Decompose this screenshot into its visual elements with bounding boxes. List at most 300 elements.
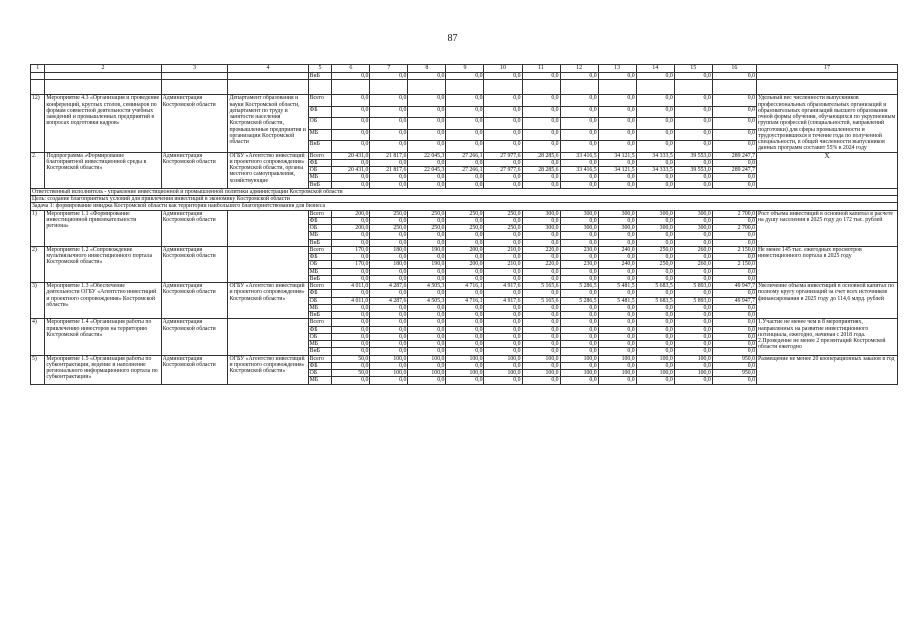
- source-cell: ВнБ: [308, 275, 332, 282]
- value-cell: 0,0: [712, 181, 756, 188]
- value-cell: 0,0: [636, 95, 674, 106]
- value-cell: 0,0: [712, 159, 756, 166]
- value-cell: 0,0: [446, 95, 484, 106]
- value-cell: 0,0: [674, 333, 712, 340]
- value-cell: 0,0: [408, 290, 446, 297]
- executor: Администрация Костромской области: [161, 355, 228, 384]
- executor: Администрация Костромской области: [161, 95, 228, 152]
- value-cell: 0,0: [522, 341, 560, 348]
- value-cell: 0,0: [408, 106, 446, 117]
- value-cell: 0,0: [484, 254, 522, 261]
- value-cell: 0,0: [370, 129, 408, 140]
- co-executor: ОГБУ «Агентство инвестиций и проектного сопровождения» Костромской области»: [228, 283, 308, 319]
- value-cell: 0,0: [560, 362, 598, 369]
- empty-cell: [308, 80, 332, 95]
- value-cell: 0,0: [446, 73, 484, 80]
- value-cell: 5 683,5: [636, 283, 674, 290]
- empty-cell: [712, 80, 756, 95]
- co-executor: [228, 319, 308, 355]
- value-cell: 100,0: [674, 370, 712, 377]
- value-cell: 0,0: [674, 341, 712, 348]
- value-cell: 190,0: [408, 246, 446, 253]
- value-cell: 28 285,6: [522, 152, 560, 159]
- value-cell: 0,0: [522, 348, 560, 355]
- value-cell: 0,0: [560, 217, 598, 224]
- source-cell: ОБ: [308, 118, 332, 129]
- value-cell: 0,0: [484, 141, 522, 153]
- value-cell: 190,0: [408, 261, 446, 268]
- value-cell: 0,0: [408, 326, 446, 333]
- source-cell: МБ: [308, 174, 332, 181]
- value-cell: 0,0: [560, 326, 598, 333]
- value-cell: 0,0: [598, 333, 636, 340]
- value-cell: 0,0: [446, 348, 484, 355]
- value-cell: 0,0: [370, 239, 408, 246]
- value-cell: 2 700,0: [712, 210, 756, 217]
- value-cell: 0,0: [484, 341, 522, 348]
- value-cell: 300,0: [522, 225, 560, 232]
- source-cell: МБ: [308, 377, 332, 384]
- value-cell: 0,0: [408, 95, 446, 106]
- value-cell: 300,0: [598, 210, 636, 217]
- column-number: 4: [228, 65, 308, 73]
- value-cell: 0,0: [674, 362, 712, 369]
- value-cell: 200,0: [446, 261, 484, 268]
- value-cell: 4 505,3: [408, 283, 446, 290]
- value-cell: 0,0: [522, 217, 560, 224]
- column-number: 9: [446, 65, 484, 73]
- value-cell: 0,0: [332, 333, 370, 340]
- value-cell: 0,0: [560, 174, 598, 181]
- value-cell: 100,0: [522, 355, 560, 362]
- value-cell: 0,0: [332, 290, 370, 297]
- value-cell: 0,0: [636, 312, 674, 319]
- value-cell: 0,0: [636, 268, 674, 275]
- value-cell: 0,0: [674, 174, 712, 181]
- value-cell: 4 011,0: [332, 297, 370, 304]
- value-cell: 0,0: [370, 290, 408, 297]
- source-cell: ФБ: [308, 106, 332, 117]
- source-cell: МБ: [308, 232, 332, 239]
- source-cell: ОБ: [308, 370, 332, 377]
- empty-cell: [674, 80, 712, 95]
- value-cell: 0,0: [332, 254, 370, 261]
- value-cell: 4 917,6: [484, 297, 522, 304]
- value-cell: 250,0: [446, 225, 484, 232]
- column-number: 15: [674, 65, 712, 73]
- value-cell: 300,0: [598, 225, 636, 232]
- value-cell: 220,0: [522, 261, 560, 268]
- value-cell: 0,0: [560, 333, 598, 340]
- value-cell: 100,0: [674, 355, 712, 362]
- value-cell: 100,0: [636, 370, 674, 377]
- value-cell: 100,0: [408, 370, 446, 377]
- value-cell: 0,0: [674, 118, 712, 129]
- value-cell: 0,0: [484, 304, 522, 311]
- value-cell: 0,0: [598, 377, 636, 384]
- item-number: 1): [31, 210, 45, 246]
- value-cell: 0,0: [674, 141, 712, 153]
- value-cell: 289 247,7: [712, 152, 756, 159]
- value-cell: 0,0: [712, 73, 756, 80]
- empty-cell: [228, 80, 308, 95]
- value-cell: 100,0: [446, 355, 484, 362]
- empty-cell: [31, 80, 45, 95]
- value-cell: 0,0: [522, 159, 560, 166]
- column-number: 7: [370, 65, 408, 73]
- value-cell: 0,0: [484, 129, 522, 140]
- item-number: 2.: [31, 152, 45, 188]
- value-cell: 0,0: [712, 239, 756, 246]
- expected-result: Удельный вес численности выпускников профессиональных образовательных организаций и образовательных организаций высшего образования очной формы обучения, обучающихся по укрупненным группам профессий (специальностей, направлений подготовки) для сферы промышленности и трудоустроившихся в течение года по полученной специальности, в общей численности выпускников данных программ составит 55% в 2024 году: [756, 95, 897, 152]
- value-cell: 0,0: [522, 326, 560, 333]
- value-cell: 250,0: [370, 225, 408, 232]
- value-cell: 0,0: [484, 333, 522, 340]
- value-cell: 0,0: [522, 129, 560, 140]
- value-cell: 0,0: [370, 333, 408, 340]
- value-cell: 0,0: [712, 106, 756, 117]
- value-cell: 0,0: [636, 174, 674, 181]
- value-cell: 34 333,5: [636, 167, 674, 174]
- value-cell: 0,0: [712, 118, 756, 129]
- value-cell: 950,0: [712, 370, 756, 377]
- value-cell: 260,0: [674, 261, 712, 268]
- value-cell: 0,0: [636, 333, 674, 340]
- source-cell: ВнБ: [308, 181, 332, 188]
- source-cell: ФБ: [308, 217, 332, 224]
- value-cell: 0,0: [598, 290, 636, 297]
- value-cell: 0,0: [522, 254, 560, 261]
- empty-cell: [408, 80, 446, 95]
- value-cell: 0,0: [484, 118, 522, 129]
- value-cell: 250,0: [636, 261, 674, 268]
- source-cell: ВнБ: [308, 239, 332, 246]
- value-cell: 0,0: [408, 362, 446, 369]
- value-cell: 300,0: [636, 210, 674, 217]
- value-cell: 4 505,3: [408, 297, 446, 304]
- column-number: 11: [522, 65, 560, 73]
- value-cell: 0,0: [408, 181, 446, 188]
- value-cell: 0,0: [484, 319, 522, 326]
- value-cell: 0,0: [408, 275, 446, 282]
- value-cell: 0,0: [408, 268, 446, 275]
- value-cell: 300,0: [674, 225, 712, 232]
- value-cell: 0,0: [446, 333, 484, 340]
- value-cell: 0,0: [446, 141, 484, 153]
- value-cell: 0,0: [598, 141, 636, 153]
- value-cell: 4 716,1: [446, 283, 484, 290]
- column-number: 10: [484, 65, 522, 73]
- value-cell: 0,0: [674, 232, 712, 239]
- value-cell: 170,0: [332, 246, 370, 253]
- value-cell: 0,0: [560, 319, 598, 326]
- value-cell: 0,0: [484, 159, 522, 166]
- value-cell: 100,0: [636, 355, 674, 362]
- value-cell: 0,0: [408, 141, 446, 153]
- value-cell: 0,0: [370, 304, 408, 311]
- value-cell: 0,0: [636, 118, 674, 129]
- value-cell: 100,0: [598, 370, 636, 377]
- value-cell: 0,0: [560, 377, 598, 384]
- value-cell: 0,0: [712, 129, 756, 140]
- value-cell: 100,0: [446, 370, 484, 377]
- source-cell: ВнБ: [308, 141, 332, 153]
- value-cell: 0,0: [370, 341, 408, 348]
- expected-result: Рост объема инвестиций в основной капитал в расчете на душу населения в 2025 году до 172 тыс. рублей: [756, 210, 897, 246]
- value-cell: 0,0: [674, 348, 712, 355]
- value-cell: 5 481,5: [598, 283, 636, 290]
- value-cell: 0,0: [674, 254, 712, 261]
- column-number: 8: [408, 65, 446, 73]
- value-cell: 0,0: [408, 341, 446, 348]
- value-cell: 0,0: [370, 141, 408, 153]
- value-cell: 0,0: [636, 181, 674, 188]
- source-cell: ФБ: [308, 254, 332, 261]
- value-cell: 0,0: [560, 268, 598, 275]
- value-cell: 0,0: [446, 174, 484, 181]
- value-cell: 0,0: [712, 304, 756, 311]
- value-cell: 0,0: [712, 312, 756, 319]
- value-cell: 0,0: [522, 312, 560, 319]
- value-cell: 0,0: [712, 290, 756, 297]
- value-cell: 0,0: [370, 159, 408, 166]
- expected-result: Размещение не менее 20 кооперационных заказов в год: [756, 355, 897, 384]
- value-cell: 0,0: [332, 319, 370, 326]
- value-cell: 0,0: [560, 181, 598, 188]
- value-cell: 0,0: [484, 275, 522, 282]
- value-cell: 0,0: [712, 174, 756, 181]
- value-cell: 0,0: [446, 377, 484, 384]
- value-cell: 250,0: [484, 210, 522, 217]
- value-cell: 250,0: [370, 210, 408, 217]
- source-cell: ФБ: [308, 326, 332, 333]
- value-cell: 0,0: [636, 141, 674, 153]
- value-cell: 210,0: [484, 246, 522, 253]
- item-name: Мероприятие 1.1 «Формирование инвестиционной привлекательности региона»: [45, 210, 161, 246]
- value-cell: 0,0: [332, 106, 370, 117]
- item-name: Мероприятие 1.5 «Организация работы по субконтрактации, ведение и наполнение регионального информационного портала по субконтрактации»: [45, 355, 161, 384]
- expected-result: Не менее 145 тыс. ежегодных просмотров инвестиционного портала в 2025 году: [756, 246, 897, 282]
- value-cell: 4 011,0: [332, 283, 370, 290]
- source-cell: ФБ: [308, 362, 332, 369]
- empty-cell: [228, 73, 308, 80]
- empty-cell: [598, 80, 636, 95]
- value-cell: 210,0: [484, 261, 522, 268]
- value-cell: 300,0: [560, 210, 598, 217]
- expected-result: Х: [756, 152, 897, 188]
- value-cell: 250,0: [636, 246, 674, 253]
- empty-cell: [484, 80, 522, 95]
- value-cell: 100,0: [484, 355, 522, 362]
- value-cell: 22 045,3: [408, 152, 446, 159]
- value-cell: 100,0: [598, 355, 636, 362]
- value-cell: 0,0: [446, 362, 484, 369]
- value-cell: 0,0: [446, 275, 484, 282]
- value-cell: 0,0: [446, 312, 484, 319]
- value-cell: 0,0: [636, 106, 674, 117]
- value-cell: 0,0: [370, 254, 408, 261]
- value-cell: 0,0: [522, 239, 560, 246]
- value-cell: 34 333,5: [636, 152, 674, 159]
- column-number: 14: [636, 65, 674, 73]
- value-cell: 0,0: [712, 326, 756, 333]
- value-cell: 289 247,7: [712, 167, 756, 174]
- value-cell: 0,0: [712, 232, 756, 239]
- value-cell: 27 266,1: [446, 167, 484, 174]
- value-cell: 21 817,6: [370, 167, 408, 174]
- value-cell: 180,0: [370, 246, 408, 253]
- source-cell: ОБ: [308, 333, 332, 340]
- value-cell: 0,0: [712, 319, 756, 326]
- value-cell: 0,0: [332, 268, 370, 275]
- value-cell: 0,0: [408, 217, 446, 224]
- value-cell: 27 266,1: [446, 152, 484, 159]
- value-cell: 0,0: [598, 217, 636, 224]
- value-cell: 0,0: [484, 362, 522, 369]
- value-cell: 250,0: [484, 225, 522, 232]
- table-row: [31, 196, 898, 203]
- value-cell: 0,0: [370, 312, 408, 319]
- value-cell: 5 481,5: [598, 297, 636, 304]
- value-cell: 0,0: [332, 232, 370, 239]
- value-cell: 0,0: [636, 348, 674, 355]
- source-cell: Всего: [308, 152, 332, 159]
- value-cell: 200,0: [446, 246, 484, 253]
- value-cell: 0,0: [408, 377, 446, 384]
- value-cell: 0,0: [712, 341, 756, 348]
- value-cell: 0,0: [408, 239, 446, 246]
- value-cell: 2 700,0: [712, 225, 756, 232]
- value-cell: 0,0: [446, 341, 484, 348]
- table-row: [31, 152, 898, 159]
- value-cell: 0,0: [522, 304, 560, 311]
- value-cell: 0,0: [522, 333, 560, 340]
- value-cell: 230,0: [560, 261, 598, 268]
- item-number: 2): [31, 246, 45, 282]
- empty-cell: [45, 73, 161, 80]
- source-cell: ФБ: [308, 290, 332, 297]
- value-cell: 0,0: [712, 217, 756, 224]
- value-cell: 0,0: [484, 312, 522, 319]
- value-cell: 33 416,5: [560, 152, 598, 159]
- column-number: 13: [598, 65, 636, 73]
- column-number: 16: [712, 65, 756, 73]
- value-cell: 39 553,0: [674, 167, 712, 174]
- value-cell: 0,0: [560, 348, 598, 355]
- empty-cell: [560, 80, 598, 95]
- value-cell: 0,0: [560, 254, 598, 261]
- value-cell: 100,0: [370, 355, 408, 362]
- value-cell: 39 553,0: [674, 152, 712, 159]
- column-number: 12: [560, 65, 598, 73]
- value-cell: 0,0: [522, 319, 560, 326]
- value-cell: 250,0: [408, 225, 446, 232]
- value-cell: 0,0: [484, 106, 522, 117]
- value-cell: 0,0: [598, 362, 636, 369]
- value-cell: 0,0: [446, 159, 484, 166]
- value-cell: 0,0: [408, 73, 446, 80]
- value-cell: 0,0: [446, 239, 484, 246]
- value-cell: 27 977,6: [484, 167, 522, 174]
- source-cell: МБ: [308, 304, 332, 311]
- value-cell: 0,0: [598, 73, 636, 80]
- value-cell: 0,0: [674, 129, 712, 140]
- value-cell: 0,0: [370, 73, 408, 80]
- value-cell: 0,0: [484, 181, 522, 188]
- value-cell: 0,0: [484, 290, 522, 297]
- executor: Администрация Костромской области: [161, 152, 228, 188]
- value-cell: 0,0: [484, 95, 522, 106]
- value-cell: 0,0: [408, 232, 446, 239]
- value-cell: 0,0: [674, 377, 712, 384]
- value-cell: 300,0: [522, 210, 560, 217]
- column-number: 3: [161, 65, 228, 73]
- value-cell: 0,0: [484, 232, 522, 239]
- value-cell: 0,0: [636, 217, 674, 224]
- column-number: 17: [756, 65, 897, 73]
- value-cell: 170,0: [332, 261, 370, 268]
- value-cell: 0,0: [332, 118, 370, 129]
- source-cell: Всего: [308, 210, 332, 217]
- value-cell: 0,0: [712, 254, 756, 261]
- value-cell: 0,0: [598, 129, 636, 140]
- value-cell: 0,0: [674, 275, 712, 282]
- value-cell: 0,0: [598, 312, 636, 319]
- source-cell: Всего: [308, 355, 332, 362]
- value-cell: 0,0: [408, 312, 446, 319]
- value-cell: 240,0: [598, 246, 636, 253]
- expected-result: Увеличение объема инвестиций в основной капитал по полному кругу организаций за счет всех источников финансирования в 2025 году до 114,6 млрд. рублей: [756, 283, 897, 319]
- page-number: 87: [447, 33, 458, 44]
- value-cell: 100,0: [560, 370, 598, 377]
- value-cell: 0,0: [332, 159, 370, 166]
- value-cell: 0,0: [636, 319, 674, 326]
- value-cell: 0,0: [598, 232, 636, 239]
- value-cell: 0,0: [370, 362, 408, 369]
- value-cell: 0,0: [636, 377, 674, 384]
- item-name: Мероприятие 1.3 «Обеспечение деятельности ОГБУ «Агентство инвестиций и проектного сопровождения» Костромской области»: [45, 283, 161, 319]
- value-cell: 0,0: [674, 181, 712, 188]
- value-cell: 0,0: [636, 129, 674, 140]
- value-cell: 20 431,0: [332, 152, 370, 159]
- value-cell: 0,0: [332, 174, 370, 181]
- value-cell: 0,0: [598, 174, 636, 181]
- item-number: 3): [31, 283, 45, 319]
- value-cell: 0,0: [522, 174, 560, 181]
- value-cell: 230,0: [560, 246, 598, 253]
- value-cell: 950,0: [712, 355, 756, 362]
- value-cell: 0,0: [332, 326, 370, 333]
- value-cell: 0,0: [446, 268, 484, 275]
- source-cell: Всего: [308, 319, 332, 326]
- value-cell: 0,0: [484, 268, 522, 275]
- item-name: Мероприятие 4.3 «Организация и проведение конференций, круглых столов, семинаров по формам совместной деятельности учебных заведений и промышленных предприятий в вопросах подготовки кадров»: [45, 95, 161, 152]
- value-cell: 27 977,6: [484, 152, 522, 159]
- empty-cell: [446, 80, 484, 95]
- value-cell: 0,0: [484, 326, 522, 333]
- expected-result: 1.Участие не менее чем в 8 мероприятиях, направленных на развитие инвестиционного потенциала, ежегодно, начиная с 2018 года. 2.Проведение не менее 2 презентаций Костромской области ежегодно: [756, 319, 897, 355]
- value-cell: 100,0: [370, 370, 408, 377]
- value-cell: 250,0: [408, 210, 446, 217]
- value-cell: 0,0: [484, 73, 522, 80]
- value-cell: 5 893,0: [674, 283, 712, 290]
- value-cell: 250,0: [446, 210, 484, 217]
- value-cell: 0,0: [636, 304, 674, 311]
- value-cell: 0,0: [598, 268, 636, 275]
- source-cell: Всего: [308, 246, 332, 253]
- value-cell: 0,0: [522, 290, 560, 297]
- item-number: 5): [31, 355, 45, 384]
